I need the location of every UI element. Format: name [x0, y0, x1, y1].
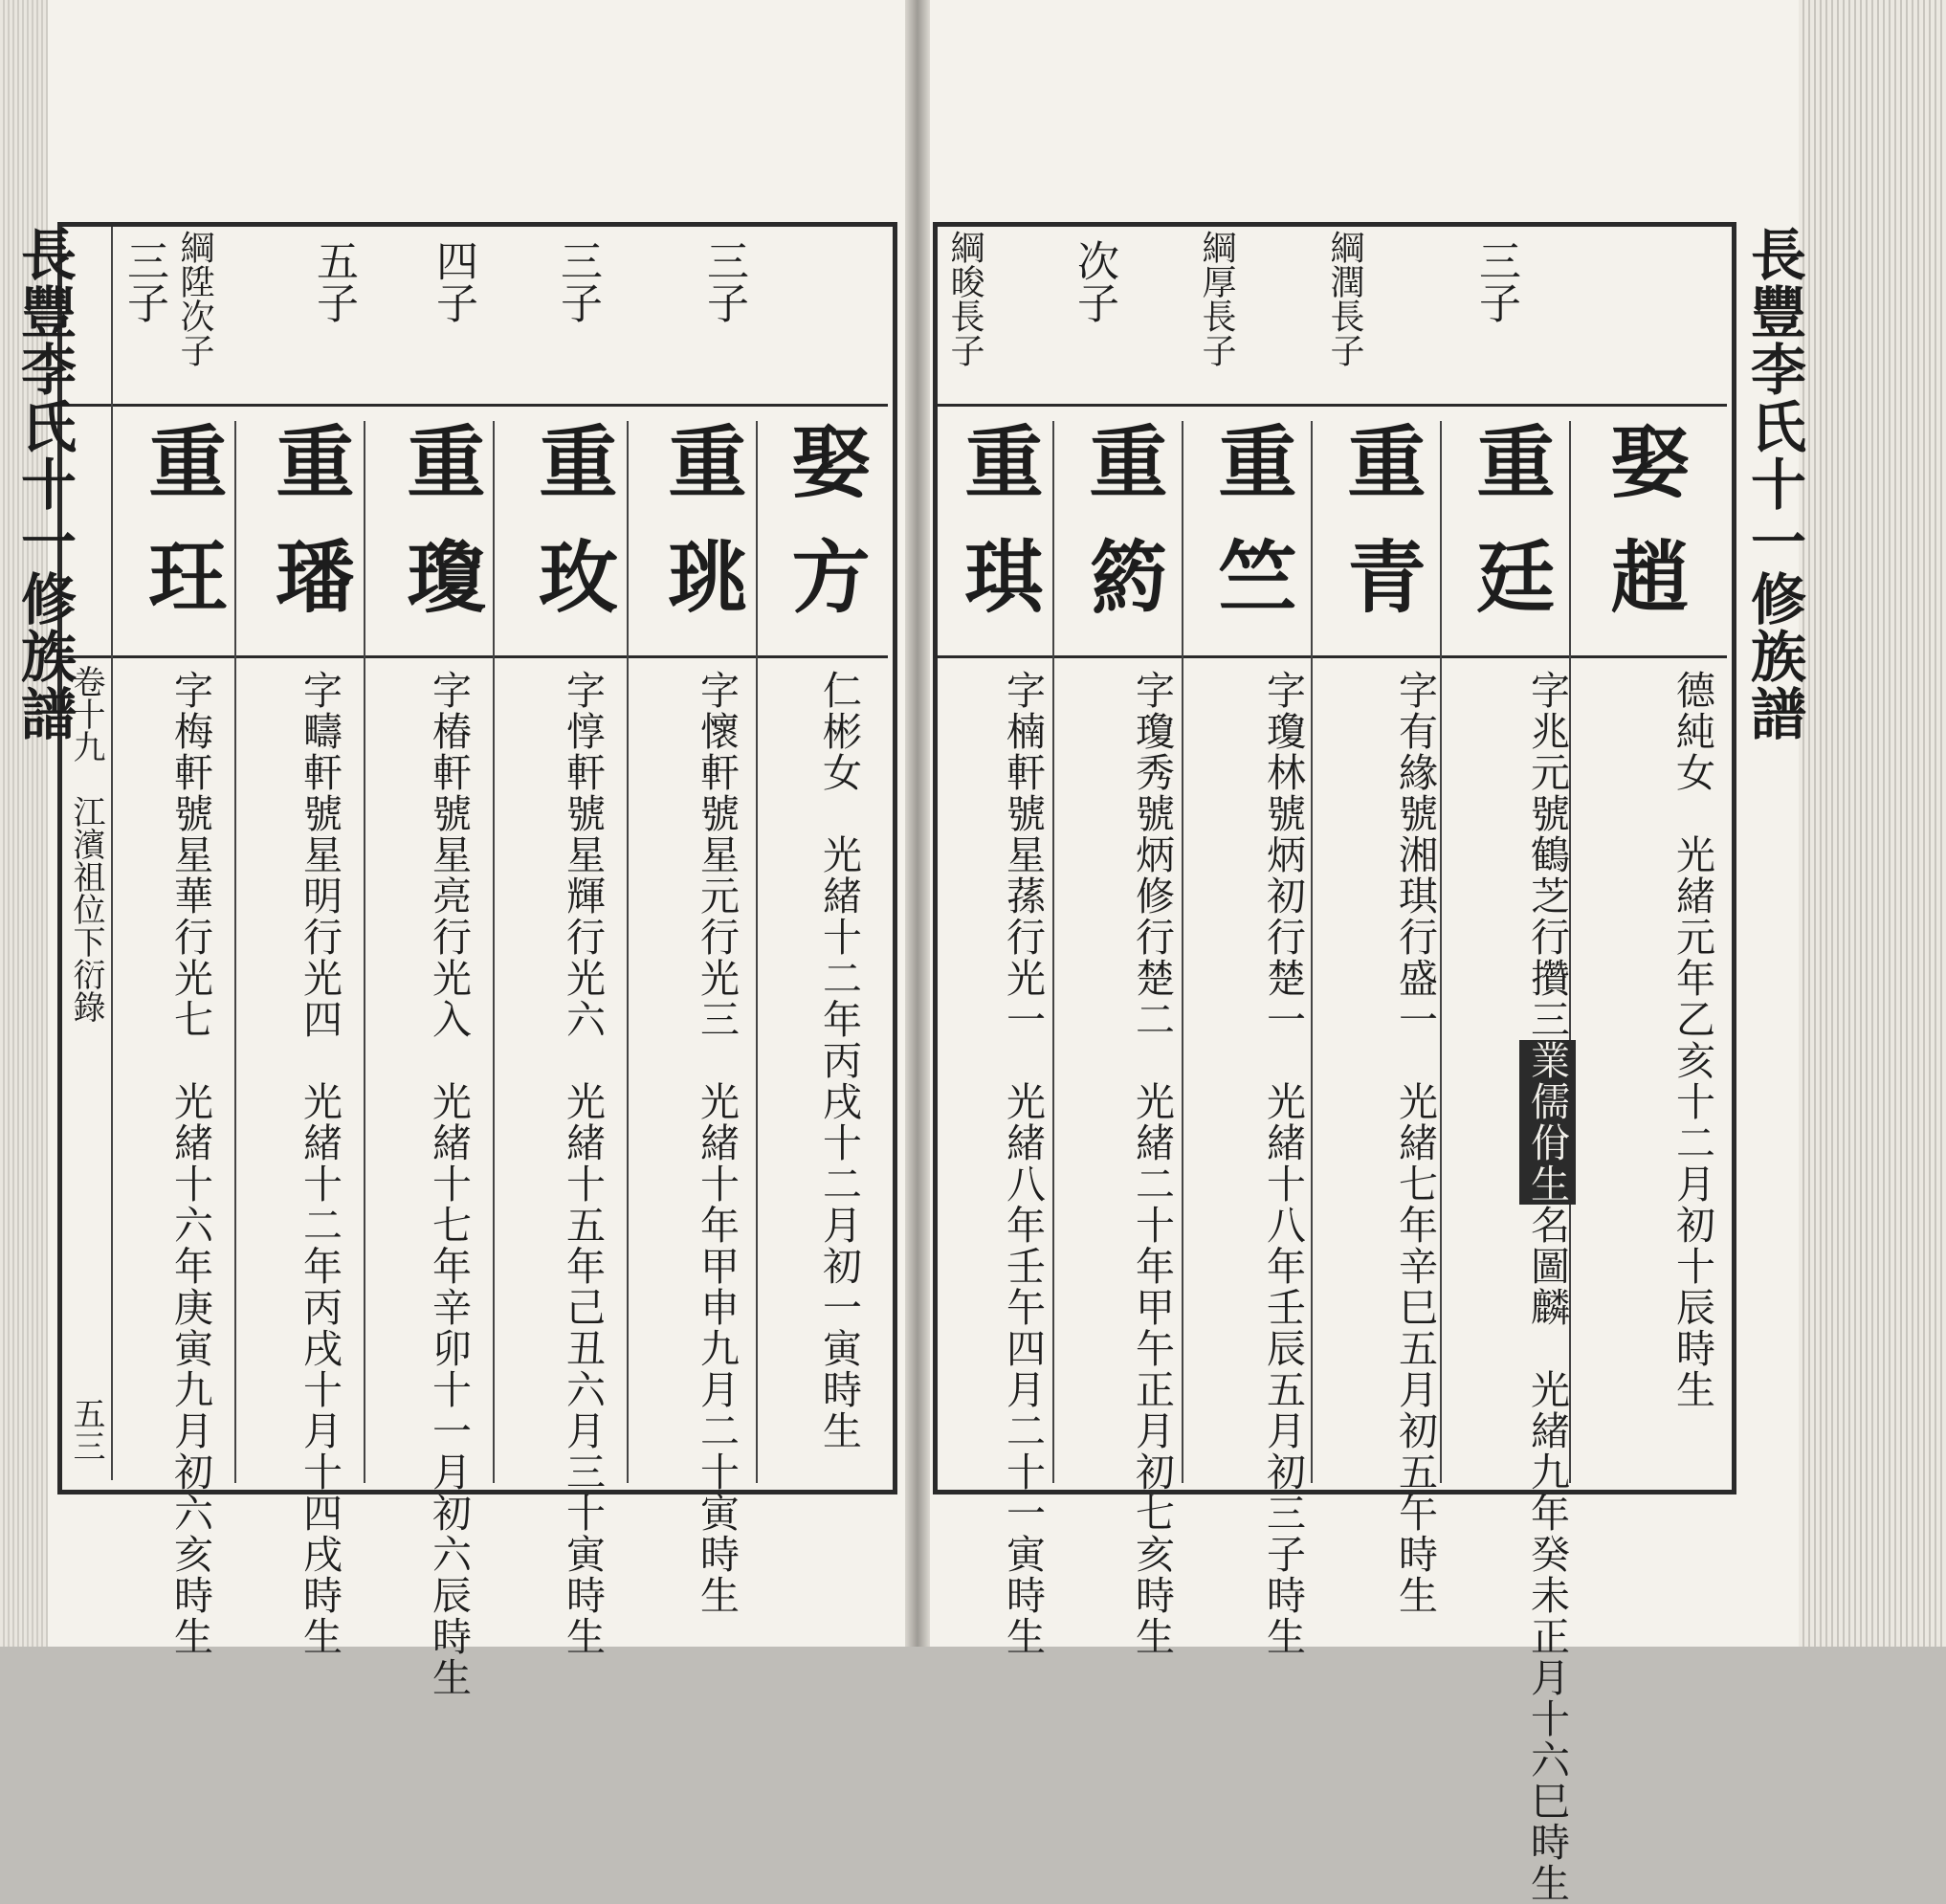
- left-col3-bio: 字惇軒號星輝行光六 光緒十五年己丑六月三十寅時生: [560, 670, 606, 1657]
- left-col2-bio: 字懷軒號星元行光三 光緒十年甲申九月二十寅時生: [694, 670, 740, 1616]
- left-col6-name: 重玨: [136, 421, 228, 651]
- left-col1-bio: 仁彬女 光緒十二年丙戌十二月初一寅時生: [816, 670, 862, 1451]
- right-col3-name: 重青: [1335, 421, 1426, 651]
- right-col4-relation: 綱厚長子: [1197, 230, 1236, 367]
- left-col5-relation: 綱陞次子: [175, 230, 214, 367]
- right-col2-relation: 三子: [1471, 239, 1520, 323]
- right-col2-name: 重廷: [1464, 421, 1556, 651]
- left-col3-name: 重玫: [526, 421, 618, 651]
- right-col4-bio: 字瓊林號炳初行楚一 光緒十八年壬辰五月初三子時生: [1260, 670, 1306, 1657]
- right-col6-bio: 字楠軒號星蓀行光一 光緒八年壬午四月二十一寅時生: [1000, 670, 1046, 1657]
- left-col3-relation: 四子: [429, 239, 477, 323]
- right-col6-relation: 綱晙長子: [945, 230, 984, 367]
- right-col1-name: 娶趙: [1598, 421, 1690, 651]
- left-page-number: 五三: [67, 1397, 105, 1462]
- left-col1-name: 娶方: [779, 421, 871, 651]
- right-col5-relation: 次子: [1070, 239, 1118, 323]
- left-side-label: 卷十九 江濱祖位下衍錄: [67, 665, 105, 1023]
- right-col5-bio: 字瓊秀號炳修行楚二 光緒二十年甲午正月初七亥時生: [1129, 670, 1175, 1657]
- right-col3-bio: 字有緣號湘琪行盛一 光緒七年辛巳五月初五午時生: [1392, 670, 1438, 1616]
- left-col5-bio: 字疇軒號星明行光四 光緒十二年丙戌十月十四戌時生: [297, 670, 343, 1657]
- left-margin-line: [111, 227, 113, 1480]
- right-col1-bio: 德純女 光緒元年乙亥十二月初十辰時生: [1670, 670, 1715, 1410]
- right-page-title: 長豐李氏十一修族譜: [1741, 226, 1806, 742]
- left-page-title: 長豐李氏十一修族譜: [11, 226, 77, 742]
- right-col-divider: [1182, 421, 1183, 1483]
- right-col6-name: 重琪: [952, 421, 1044, 651]
- left-col6-bio: 字梅軒號星華行光七 光緒十六年庚寅九月初六亥時生: [167, 670, 213, 1657]
- right-col2-highlight: 業儒佾生: [1519, 1040, 1576, 1205]
- left-col6-relation: 三子: [120, 239, 168, 323]
- left-col1-relation: 三子: [699, 239, 748, 323]
- left-col4-bio: 字椿軒號星亮行光入 光緒十七年辛卯十一月初六辰時生: [426, 670, 472, 1698]
- left-col2-relation: 三子: [553, 239, 602, 323]
- left-col2-name: 重珧: [655, 421, 747, 651]
- left-col5-name: 重璠: [263, 421, 355, 651]
- book-edge-right: [1799, 0, 1946, 1647]
- left-relation-divider: [59, 404, 888, 407]
- right-col4-name: 重竺: [1205, 421, 1297, 651]
- right-relation-divider: [935, 404, 1727, 407]
- book-gutter: [905, 0, 930, 1647]
- left-col4-name: 重瓊: [394, 421, 486, 651]
- left-col4-relation: 五子: [309, 239, 358, 323]
- right-col5-name: 重箹: [1076, 421, 1168, 651]
- right-col3-relation: 綱潤長子: [1325, 230, 1364, 367]
- left-name-divider: [59, 655, 888, 658]
- right-col2-bio: 字兆元號鶴芝行攢三業儒佾生名圖麟 光緒九年癸未正月十六巳時生: [1519, 670, 1576, 1473]
